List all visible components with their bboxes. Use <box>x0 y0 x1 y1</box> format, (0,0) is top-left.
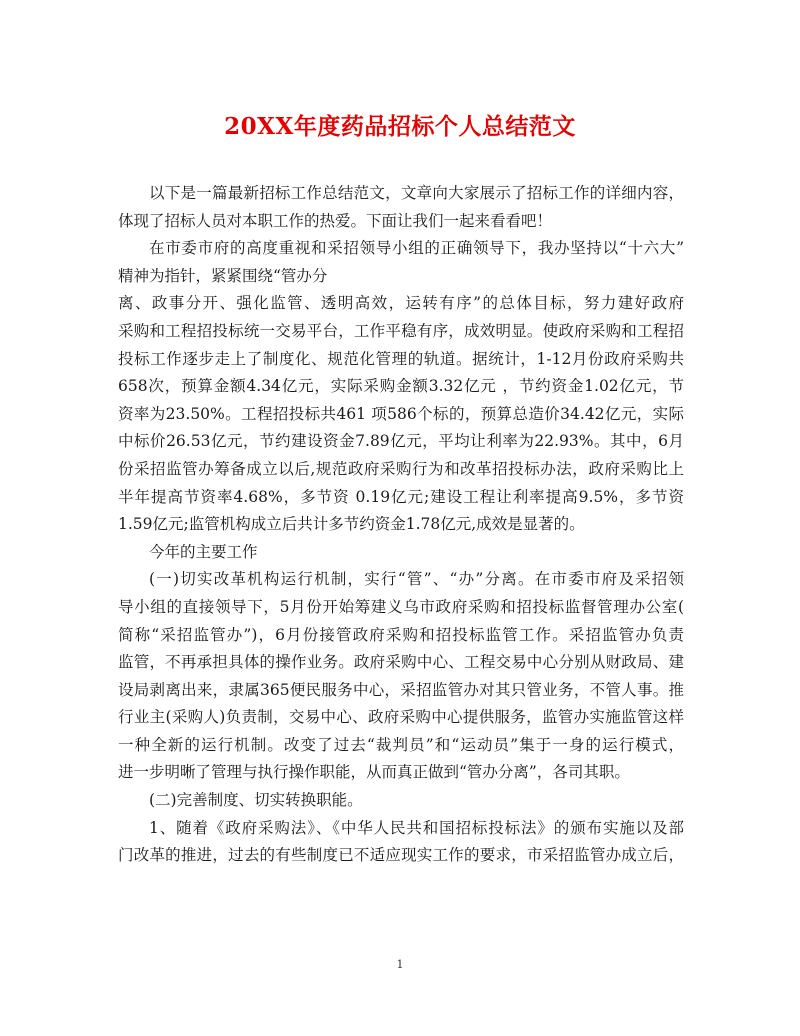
paragraph-line: 行业主(采购人)负责制，交易中心、政府采购中心提供服务，监管办实施监管这样 <box>118 708 684 727</box>
document-body <box>118 180 684 870</box>
paragraph-line: 一种全新的运行机制。改变了过去“裁判员”和“运动员”集于一身的运行模式， <box>118 735 684 754</box>
paragraph-line: 中标价26.53亿元，节约建设资金7.89亿元，平均让利率为22.93%。其中，6月 <box>118 432 684 451</box>
paragraph-line: 门改革的推进，过去的有些制度已不适应现实工作的要求，市采招监管办成立后， <box>118 846 684 865</box>
paragraph-line: 设局剥离出来，隶属365便民服务中心，采招监管办对其只管业务，不管人事。推 <box>118 680 684 699</box>
paragraph-line: 658次，预算金额4.34亿元，实际采购金额3.32亿元 ，节约资金1.02亿元，节 <box>118 377 684 396</box>
section-heading: (二)完善制度、切实转换职能。 <box>149 791 363 810</box>
paragraph-line: 在市委市府的高度重视和采招领导小组的正确领导下，我办坚持以“十六大” <box>149 239 684 258</box>
page-number: 1 <box>396 958 404 971</box>
paragraph-line: 体现了招标人员对本职工作的热爱。下面让我们一起来看看吧！ <box>118 211 553 230</box>
paragraph-line: 简称“采招监管办”)，6月份接管政府采购和招投标监管工作。采招监管办负责 <box>118 625 684 644</box>
paragraph-line: 1.59亿元;监管机构成立后共计多节约资金1.78亿元,成效是显著的。 <box>118 515 585 534</box>
paragraph-line: 半年提高节资率4.68%，多节资 0.19亿元;建设工程让利率提高9.5%，多节资 <box>118 487 684 506</box>
paragraph-line: 以下是一篇最新招标工作总结范文，文章向大家展示了招标工作的详细内容， <box>149 184 684 202</box>
paragraph-line: 精神为指针，紧紧围绕“管办分 <box>118 266 328 285</box>
section-heading: 今年的主要工作 <box>149 542 258 561</box>
paragraph-line: (一)切实改革机构运行机制，实行“管”、“办”分离。在市委市府及采招领 <box>149 570 684 589</box>
paragraph-line: 进一步明晰了管理与执行操作职能，从而真正做到“管办分离”，各司其职。 <box>118 763 630 782</box>
paragraph-line: 投标工作逐步走上了制度化、规范化管理的轨道。据统计，1-12月份政府采购共 <box>118 349 684 368</box>
paragraph-line: 资率为23.50%。工程招投标共461 项586个标的，预算总造价34.42亿元，实际 <box>118 404 684 423</box>
paragraph-line: 导小组的直接领导下，5月份开始筹建义乌市政府采购和招投标监督管理办公室( <box>118 597 684 616</box>
paragraph-line: 监管，不再承担具体的操作业务。政府采购中心、工程交易中心分别从财政局、建 <box>118 653 684 672</box>
paragraph-line: 离、政事分开、强化监管、透明高效，运转有序”的总体目标，努力建好政府 <box>118 294 684 313</box>
document-title: 20XX年度药品招标个人总结范文 <box>224 113 576 140</box>
paragraph-line: 1、随着《政府采购法》、《中华人民共和国招标投标法》的颁布实施以及部 <box>149 818 684 837</box>
paragraph-line: 采购和工程招投标统一交易平台，工作平稳有序，成效明显。使政府采购和工程招 <box>118 321 684 340</box>
paragraph-line: 份采招监管办筹备成立以后,规范政府采购行为和改革招投标办法，政府采购比上 <box>118 459 684 478</box>
